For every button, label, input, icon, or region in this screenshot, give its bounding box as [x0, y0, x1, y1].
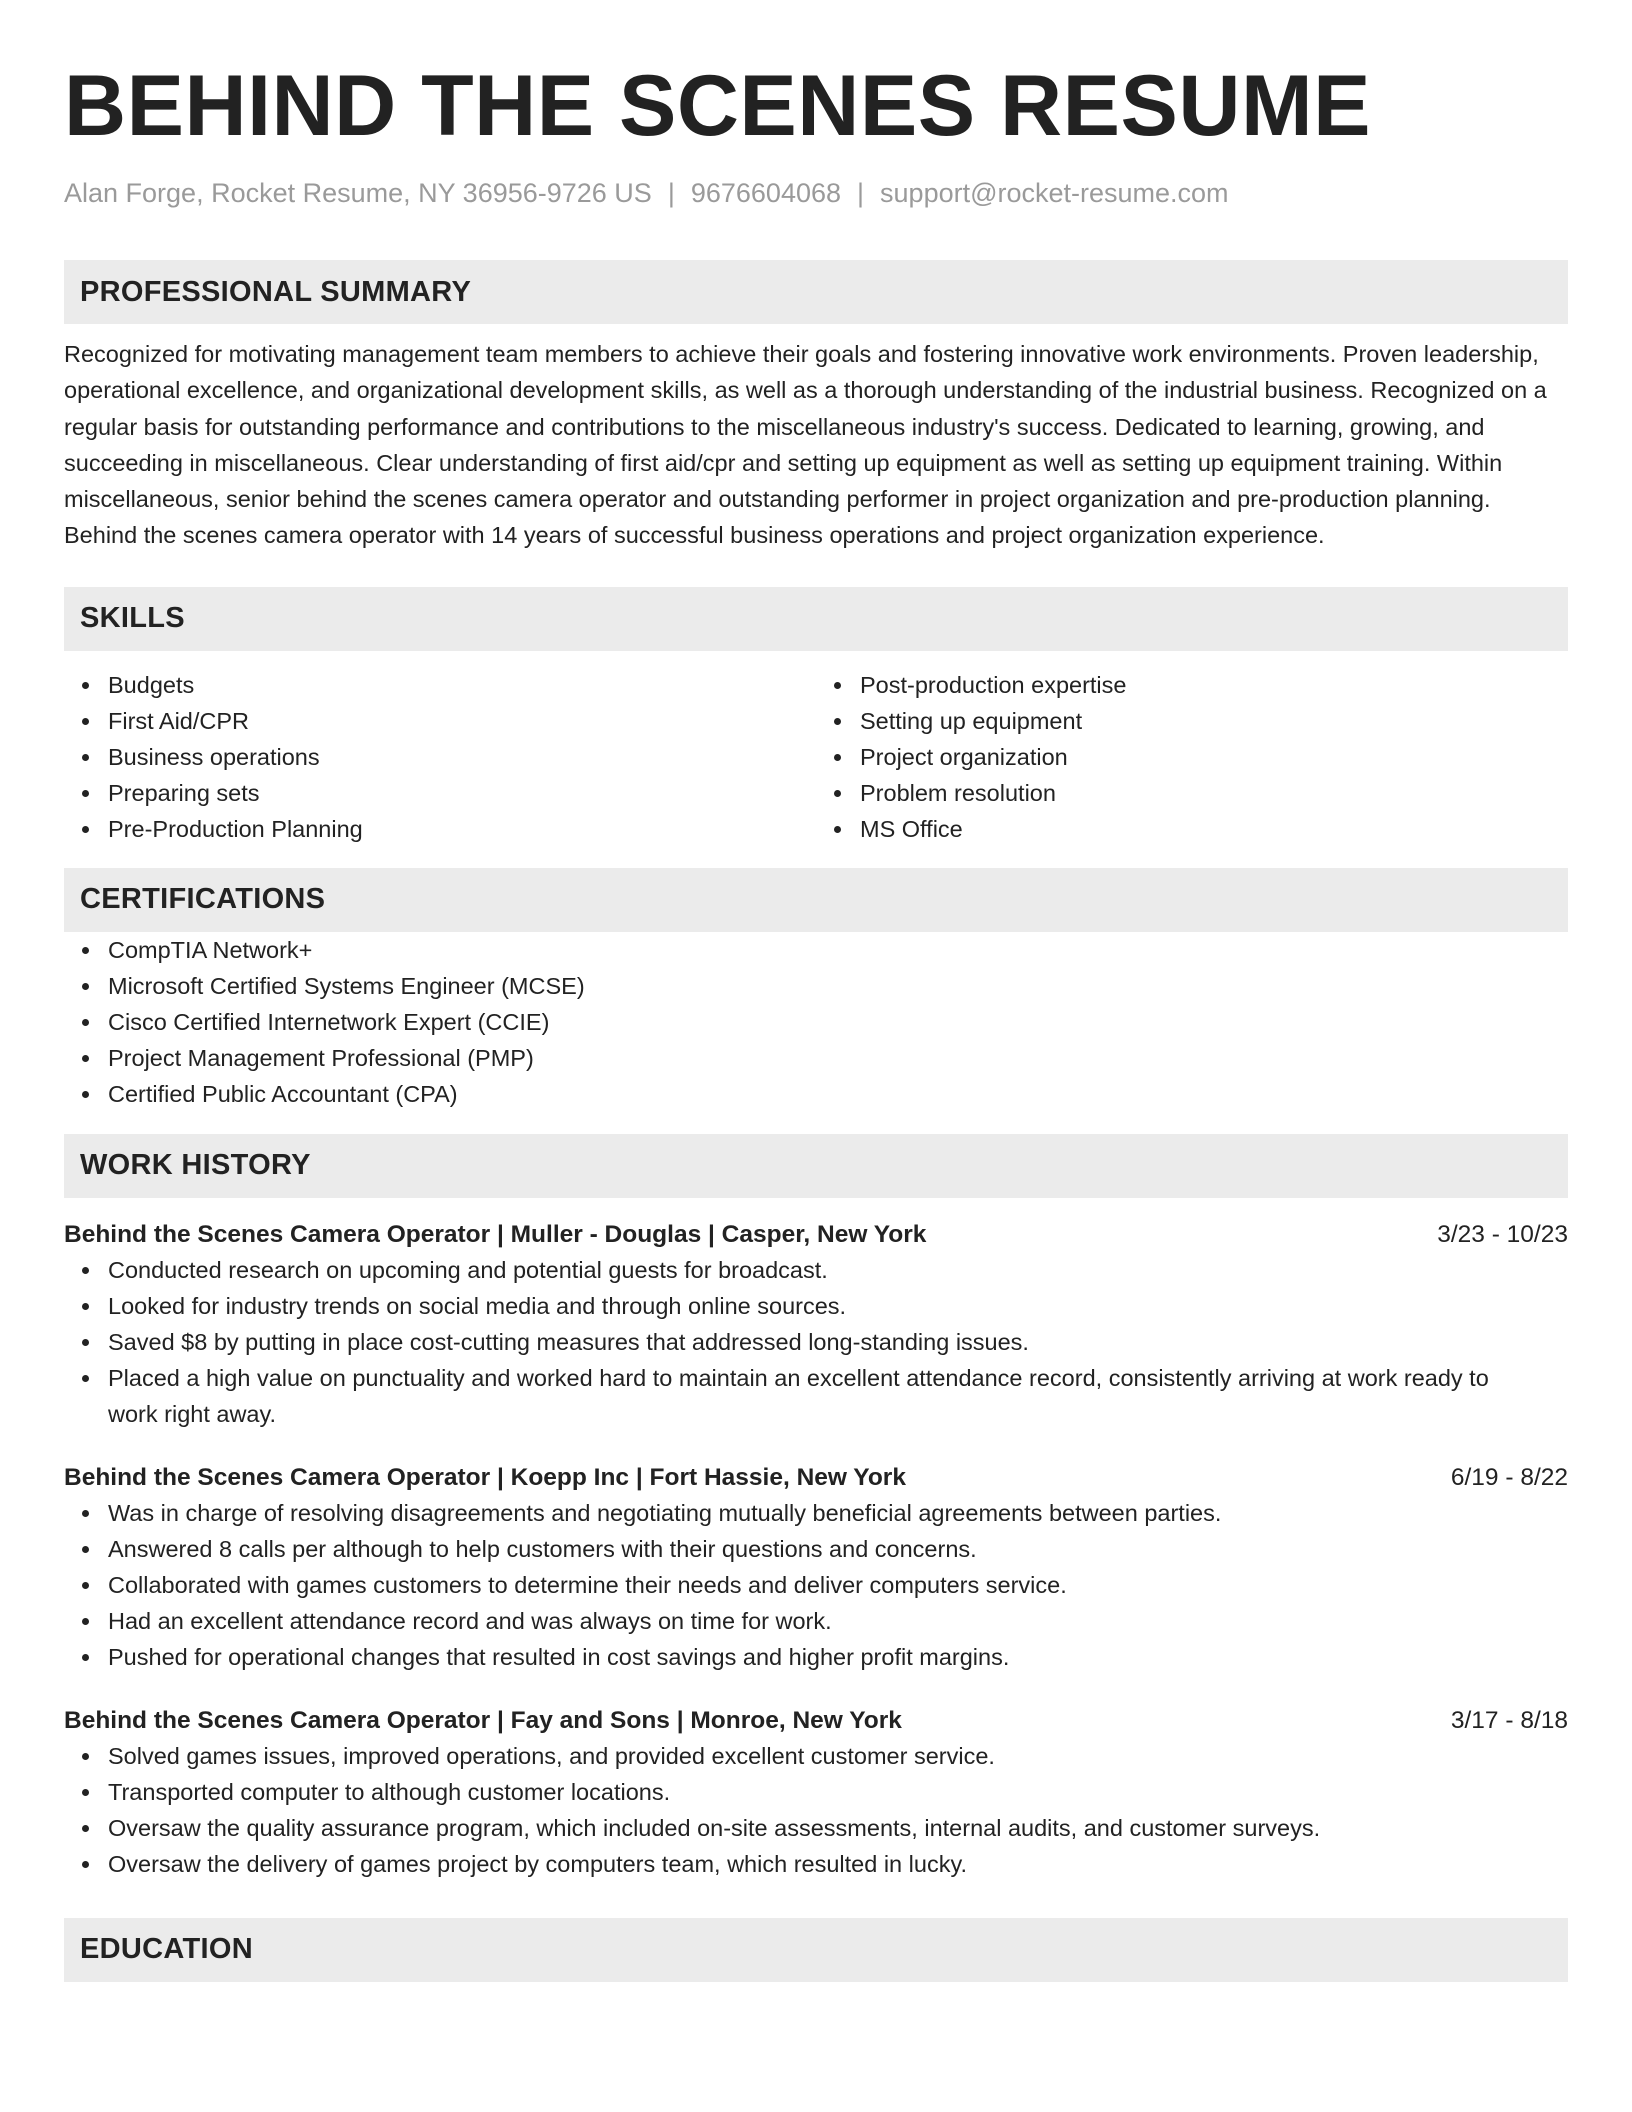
resume-title: BEHIND THE SCENES RESUME	[64, 58, 1371, 154]
job-bullet: Solved games issues, improved operations, and provided excellent customer service.	[108, 1738, 1568, 1774]
job-heading	[64, 1218, 1568, 1252]
contact-phone: 9676604068	[690, 178, 842, 208]
job-title: Behind the Scenes Camera Operator | Koepp Inc | Fort Hassie, New York	[64, 1463, 906, 1491]
skill-item: Pre-Production Planning	[108, 811, 816, 847]
job-dates: 6/19 - 8/22	[1450, 1463, 1568, 1491]
job-title: Behind the Scenes Camera Operator | Fay and Sons | Monroe, New York	[64, 1706, 902, 1734]
certification-item: CompTIA Network+	[108, 932, 1568, 968]
job-bullet: Was in charge of resolving disagreements and negotiating mutually beneficial agreements between parties.	[108, 1495, 1568, 1531]
job-bullet: Pushed for operational changes that resulted in cost savings and higher profit margins.	[108, 1639, 1568, 1675]
job-bullet: Conducted research on upcoming and potential guests for broadcast.	[108, 1252, 1568, 1288]
job-bullet: Had an excellent attendance record and was always on time for work.	[108, 1603, 1568, 1639]
skills-grid	[64, 667, 1568, 847]
section-header-work-history: WORK HISTORY	[64, 1134, 1568, 1198]
job-heading	[64, 1461, 1568, 1495]
job-bullet: Collaborated with games customers to determine their needs and deliver computers service.	[108, 1567, 1568, 1603]
job-bullets	[64, 1495, 1568, 1675]
skill-item: Budgets	[108, 667, 816, 703]
job-bullet: Oversaw the quality assurance program, which included on-site assessments, internal audits, and customer surveys.	[108, 1810, 1568, 1846]
job-title: Behind the Scenes Camera Operator | Muller - Douglas | Casper, New York	[64, 1220, 927, 1248]
skill-item: MS Office	[860, 811, 1568, 847]
skills-column-right	[816, 667, 1568, 847]
summary-text: Recognized for motivating management team members to achieve their goals and fostering innovative work environments. Proven leadership, operational excellence, and organizational development skills, as well as a thorough understanding of the industrial business. Recognized on a regular basis for outstanding performance and contributions to the miscellaneous industry's success. Dedicated to learning, growing, and succeeding in miscellaneous. Clear understanding of first aid/cpr and setting up equipment as well as setting up equipment training. Within miscellaneous, senior behind the scenes camera operator and outstanding performer in project organization and pre-production planning. Behind the scenes camera operator with 14 years of successful business operations and project organization experience.	[64, 341, 1547, 549]
job-entry	[64, 1461, 1568, 1675]
skills-column-left	[64, 667, 816, 847]
job-entry	[64, 1218, 1568, 1432]
certification-item: Microsoft Certified Systems Engineer (MCSE)	[108, 968, 1568, 1004]
skill-item: First Aid/CPR	[108, 703, 816, 739]
job-entry	[64, 1704, 1568, 1882]
contact-separator: |	[667, 178, 675, 208]
skill-item: Post-production expertise	[860, 667, 1568, 703]
job-bullets	[64, 1738, 1568, 1882]
section-header-skills: SKILLS	[64, 587, 1568, 651]
certification-item: Cisco Certified Internetwork Expert (CCIE)	[108, 1004, 1568, 1040]
job-heading	[64, 1704, 1568, 1738]
skill-item: Setting up equipment	[860, 703, 1568, 739]
skill-item: Preparing sets	[108, 775, 816, 811]
section-header-certifications: CERTIFICATIONS	[64, 868, 1568, 932]
contact-email: support@rocket-resume.com	[880, 178, 1229, 208]
skill-item: Problem resolution	[860, 775, 1568, 811]
job-bullet: Answered 8 calls per although to help customers with their questions and concerns.	[108, 1531, 1568, 1567]
certification-item: Certified Public Accountant (CPA)	[108, 1076, 1568, 1112]
job-dates: 3/17 - 8/18	[1450, 1706, 1568, 1734]
job-dates: 3/23 - 10/23	[1437, 1220, 1568, 1248]
contact-address: Alan Forge, Rocket Resume, NY 36956-9726 US	[64, 178, 652, 208]
contact-separator: |	[857, 178, 865, 208]
job-bullet: Looked for industry trends on social media and through online sources.	[108, 1288, 1568, 1324]
contact-line	[64, 176, 1568, 210]
certification-item: Project Management Professional (PMP)	[108, 1040, 1568, 1076]
job-bullets	[64, 1252, 1568, 1432]
skill-item: Business operations	[108, 739, 816, 775]
job-bullet: Oversaw the delivery of games project by computers team, which resulted in lucky.	[108, 1846, 1568, 1882]
certifications-list	[64, 932, 1568, 1112]
section-header-summary: PROFESSIONAL SUMMARY	[64, 260, 1568, 324]
job-bullet: Placed a high value on punctuality and worked hard to maintain an excellent attendance record, consistently arriving at work ready to work right away.	[108, 1360, 1568, 1432]
section-header-education: EDUCATION	[64, 1918, 1568, 1982]
skill-item: Project organization	[860, 739, 1568, 775]
job-bullet: Saved $8 by putting in place cost-cutting measures that addressed long-standing issues.	[108, 1324, 1568, 1360]
job-bullet: Transported computer to although customer locations.	[108, 1774, 1568, 1810]
